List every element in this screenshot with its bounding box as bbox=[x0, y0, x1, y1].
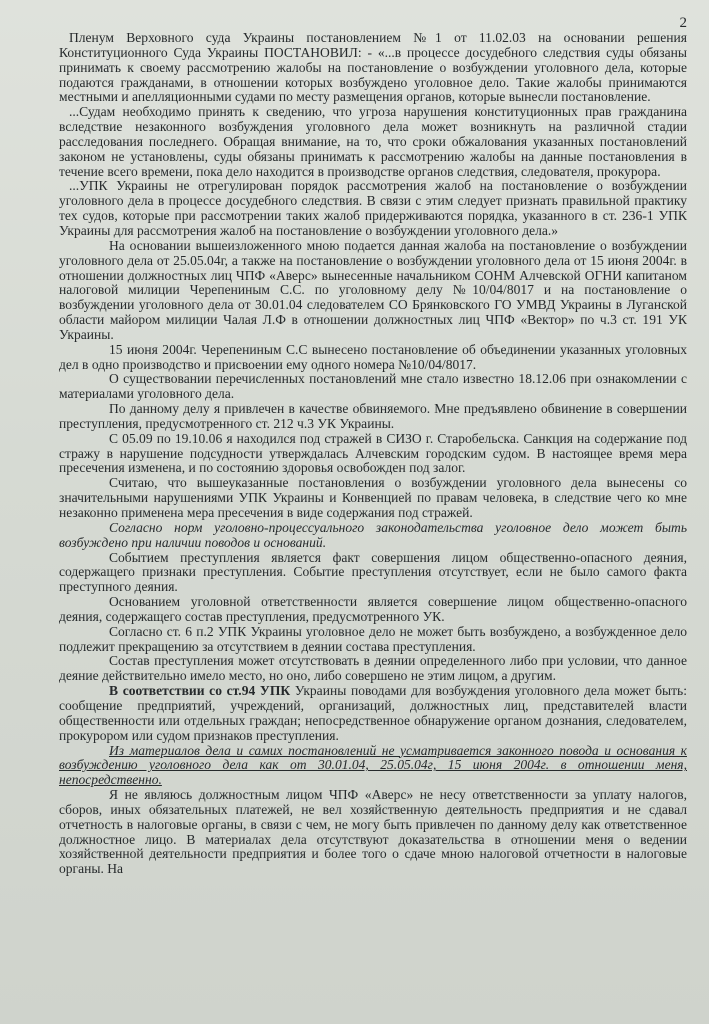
paragraph-plenum-quote: Пленум Верховного суда Украины постановлением №1 от 11.02.03 на основании решения Конституционного Суда Украины ПОСТАНОВИЛ: - «...в процессе досудебного следствия суды обязаны принимать к своему рассмотрению жалобы на постановление о возбуждении уголовного дела, которые подаются гражданами, в отношении которых возбуждено уголовное дело. Такие жалобы принимаются местными и апелляционными судами по месту размещения органов, которые вынесли постановление. bbox=[59, 30, 687, 105]
paragraph-art94 bbox=[59, 684, 687, 743]
paragraph-upk-note: ...УПК Украины не отрегулирован порядок рассмотрения жалоб на постановление о возбуждении уголовного дела в процессе досудебного следствия. В связи с этим следует признать правильной практику тех судов, которые при рассмотрении таких жалоб придерживаются порядка, указанного в ст. 236-1 УПК Украины для рассмотрения жалоб на постановление о возбуждении уголовного дела.» bbox=[59, 178, 687, 238]
paragraph-complaint-basis: На основании вышеизложенного мною подается данная жалоба на постановление о возбуждении уголовного дела от 25.05.04г, а также на постановление о возбуждении уголовного дела от 15 июня 2004г. в отношении должностных лиц ЧПФ «Аверс» вынесенные начальником СОНМ Алчевской ОГНИ капитаном налоговой милиции Черепениным С.С. по уголовному делу №10/04/8017 и на постановление о возбуждении уголовного дела от 30.01.04 следователем СО Брянковского ГО УМВД Украины в Луганской области майором милиции Чалая Л.Ф в отношении должностных лиц ЧПФ «Вектор» по ч.3 ст. 191 УК Украины. bbox=[59, 237, 687, 342]
paragraph-art6: Согласно ст. 6 п.2 УПК Украины уголовное дело не может быть возбуждено, а возбужденное дело подлежит прекращению за отсутствием в деянии состава преступления. bbox=[59, 623, 687, 654]
paragraph-violations: Считаю, что вышеуказанные постановления о возбуждении уголовного дела вынесены со значительными нарушениями УПК Украины и Конвенцией по правам человека, в следствие чего ко мне незаконно применена мера пресечения в виде содержания под стражей. bbox=[59, 475, 687, 520]
paragraph-no-grounds: Из материалов дела и самих постановлений не усматривается законного повода и основания к возбуждению уголовного дела как от 30.01.04, 25.05.04г, 15 июня 2004г. в отношении меня, непосредственно. bbox=[59, 742, 687, 788]
paragraph-awareness: О существовании перечисленных постановлений мне стало известно 18.12.06 при ознакомлении с материалами уголовного дела. bbox=[59, 371, 687, 402]
paragraph-liability: Основанием уголовной ответственности является совершение лицом общественно-опасного деяния, содержащего состав преступления, предусмотренного УК. bbox=[59, 594, 687, 624]
paragraph-accused: По данному делу я привлечен в качестве обвиняемого. Мне предъявлено обвинение в совершении преступления, предусмотренного ст. 212 ч.3 УК Украины. bbox=[59, 401, 687, 431]
paragraph-courts-note: ...Судам необходимо принять к сведению, что угроза нарушения конституционных прав гражданина вследствие незаконного возбуждения уголовного дела может возникнуть на различной стадии расследования последнего. Обращая внимание, на то, что сроки обжалования указанных постановлений законом не установлены, суды обязаны принимать к рассмотрению жалобы на данные постановления в течение всего времени, пока дело находится в производстве органов следствия, следователя, прокурора. bbox=[59, 104, 687, 179]
page-number: 2 bbox=[679, 15, 687, 31]
document-body bbox=[59, 31, 687, 877]
art94-text: Украины поводами для возбуждения уголовного дела может быть: сообщение предприятий, учреждений, организаций, должностных лиц, представителей власти общественности или отдельных граждан; непосредственное обнаружение органом дознания, следователем, прокурором или судом признаков преступления. bbox=[59, 683, 687, 743]
paragraph-crime-event: Событием преступления является факт совершения лицом общественно-опасного деяния, содержащего признаки преступления. Событие преступления отсутствует, если не было самого факта преступного деяния. bbox=[59, 549, 687, 595]
paragraph-corpus: Состав преступления может отсутствовать в деянии определенного либо при условии, что данное деяние действительно имело место, но оно, либо совершено не этим лицом, а другим. bbox=[59, 653, 687, 684]
paragraph-norms-italic: Согласно норм уголовно-процессуального законодательства уголовное дело может быть возбуждено при наличии поводов и оснований. bbox=[59, 519, 687, 550]
paragraph-custody: С 05.09 по 19.10.06 я находился под стражей в СИЗО г. Старобельска. Санкция на содержание под стражу в нарушение подсудности утверждалась Алчевским городским судом. В настоящее время мера пресечения изменена, и по состоянию здоровья освобожден под залог. bbox=[59, 430, 687, 476]
art94-heading: В соответствии со ст.94 УПК bbox=[109, 683, 291, 699]
paragraph-not-official: Я не являюсь должностным лицом ЧПФ «Аверс» не несу ответственности за уплату налогов, сборов, иных обязательных платежей, не вел хозяйственную деятельность предприятия и не сдавал отчетность в налоговые органы, в связи с чем, не могу быть привлечен по данному делу как ответственное должностное лицо. В материалах дела отсутствуют доказательства в отношении меня о ведении хозяйственной деятельности предприятия и более того о сдаче мною налоговой отчетности в налоговые органы. На bbox=[59, 787, 687, 877]
paragraph-merge: 15 июня 2004г. Черепениным С.С вынесено постановление об объединении указанных уголовных дел в одно производство и присвоении ему одного номера №10/04/8017. bbox=[59, 341, 687, 372]
